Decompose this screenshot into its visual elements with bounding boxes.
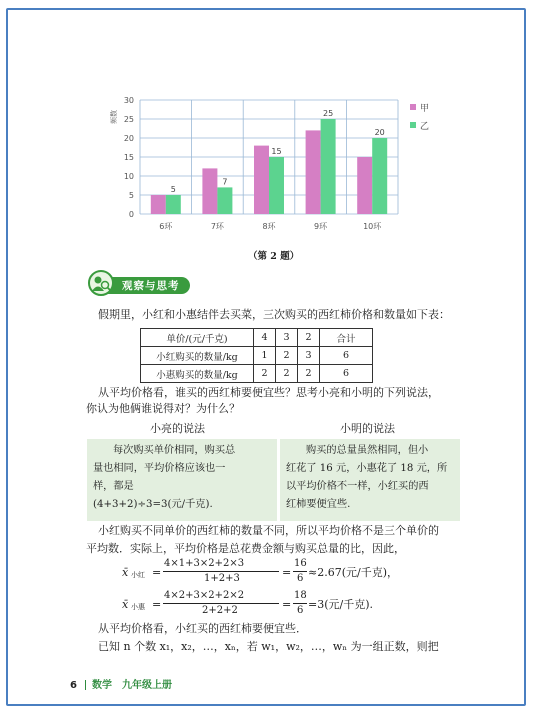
- formula-2-bar2: [293, 603, 307, 604]
- x-tick-label: 7环: [210, 222, 224, 231]
- y-tick-label: 10: [123, 172, 134, 181]
- table-cell: 3: [276, 329, 298, 347]
- bar-甲-7环: [202, 168, 217, 214]
- formula-2-eq2: =: [282, 598, 292, 611]
- definition-line: 已知 n 个数 x₁，x₂，…，xₙ，若 w₁，w₂，…，wₙ 为一组正数，则把: [98, 640, 439, 653]
- table-cell: 3: [298, 347, 320, 365]
- conclusion-text: 从平均价格看，小红买的西红柿要便宜些．: [98, 622, 307, 635]
- intro-text: 假期里，小红和小惠结伴去买菜，三次购买的西红柿价格和数量如下表：: [98, 308, 450, 321]
- data-label: 7: [222, 177, 228, 187]
- left-box-line: 每次购买单价相同，购买总: [113, 445, 236, 456]
- formula-1-eq2: =: [282, 566, 292, 579]
- table-cell: 2: [276, 365, 298, 383]
- right-box-title: 小明的说法: [340, 422, 395, 435]
- explain-line-2: 平均数．实际上，平均价格是总花费金额与购买总量的比，因此，: [86, 542, 405, 555]
- formula-1-den2: 6: [297, 573, 304, 584]
- formula-2-sub: 小惠: [131, 603, 145, 611]
- x-tick-label: 9环: [314, 222, 328, 231]
- formula-1-num2: 16: [294, 558, 307, 569]
- formula-1-tail: ≈2.67(元/千克)，: [308, 566, 398, 579]
- bar-乙-9环: [321, 119, 336, 214]
- table-cell: 单价/(元/千克): [141, 329, 254, 347]
- formula-2-tail: =3(元/千克).: [308, 598, 374, 611]
- formula-2-eq: =: [152, 598, 162, 611]
- formula-1-num: 4×1+3×2+2×3: [164, 558, 245, 569]
- section-badge: [88, 270, 192, 296]
- data-label: 15: [271, 147, 282, 156]
- table-cell: 1: [254, 347, 276, 365]
- y-tick-label: 25: [123, 115, 134, 124]
- section-badge-label: 观察与思考: [122, 280, 180, 292]
- table-cell: 小惠购买的数量/kg: [141, 365, 254, 383]
- table-row: [141, 365, 373, 383]
- bar-甲-9环: [306, 130, 321, 214]
- table-row: [141, 347, 373, 365]
- bar-乙-7环: [217, 187, 232, 214]
- right-box-line: 红柿要便宜些.: [286, 499, 351, 510]
- page-number: 6: [70, 680, 77, 691]
- page-footer: [70, 676, 172, 691]
- table-cell: 2: [276, 347, 298, 365]
- left-box-line: 量也相同，平均价格应该也一: [93, 463, 226, 474]
- price-table: [140, 328, 373, 383]
- table-header-row: [141, 329, 373, 347]
- x-tick-label: 10环: [363, 222, 382, 231]
- formula-2-num2: 18: [294, 590, 307, 601]
- formula-2-lhs: x̄: [122, 598, 129, 611]
- table-cell: 6: [320, 347, 373, 365]
- table-cell: 2: [254, 365, 276, 383]
- formula-2-num: 4×2+3×2+2×2: [164, 590, 245, 601]
- left-box-line: (4+3+2)÷3=3(元/千克).: [93, 499, 213, 510]
- table-cell: 合计: [320, 329, 373, 347]
- bar-乙-6环: [166, 195, 181, 214]
- legend-label: 甲: [420, 104, 430, 114]
- y-tick-label: 0: [128, 210, 134, 219]
- table-cell: 4: [254, 329, 276, 347]
- right-box-line: 购买的总量虽然相同，但小: [306, 445, 429, 456]
- right-box-line: 红花了 16 元，小惠花了 18 元，所: [286, 463, 448, 474]
- y-tick-label: 30: [123, 96, 134, 105]
- legend-swatch: [410, 104, 416, 110]
- magnifier-person-icon: [88, 270, 114, 296]
- data-label: 25: [323, 109, 334, 118]
- formula-1-den: 1+2+3: [204, 573, 240, 584]
- left-opinion-box: [87, 439, 277, 521]
- y-tick-label: 20: [123, 134, 134, 143]
- right-box-line: 以平均价格不一样，小红买的西: [286, 481, 429, 492]
- formula-1-eq: =: [152, 566, 162, 579]
- formula-2-den: 2+2+2: [202, 605, 238, 616]
- formula-1-lhs: x̄: [122, 566, 129, 579]
- formula-1-bar: [163, 571, 279, 572]
- data-label: 5: [170, 185, 176, 194]
- bar-甲-10环: [357, 157, 372, 214]
- left-box-title: 小亮的说法: [150, 422, 205, 435]
- bar-chart: [108, 92, 438, 242]
- data-label: 20: [374, 128, 385, 137]
- bar-乙-10环: [372, 138, 387, 214]
- footer-divider: [85, 680, 86, 690]
- book-title: 数学 九年级上册: [91, 680, 172, 691]
- x-tick-label: 8环: [262, 222, 276, 231]
- table-cell: 2: [298, 365, 320, 383]
- bar-甲-6环: [151, 195, 166, 214]
- formula-2-bar: [163, 603, 279, 604]
- formula-1-sub: 小红: [131, 571, 145, 579]
- x-tick-label: 6环: [159, 222, 173, 231]
- formula-1-bar2: [293, 571, 307, 572]
- question-line-1: 从平均价格看，谁买的西红柿要便宜些？思考小亮和小明的下列说法，: [98, 386, 439, 399]
- y-axis-label: 频数: [110, 110, 118, 124]
- bar-乙-8环: [269, 157, 284, 214]
- y-tick-label: 5: [128, 191, 134, 200]
- legend-swatch: [410, 122, 416, 128]
- legend-label: 乙: [420, 122, 430, 132]
- bar-甲-8环: [254, 146, 269, 214]
- table-cell: 小红购买的数量/kg: [141, 347, 254, 365]
- table-cell: 6: [320, 365, 373, 383]
- left-box-line: 样，都是: [93, 481, 134, 492]
- question-line-2: 你认为他俩谁说得对？为什么？: [86, 402, 240, 415]
- table-cell: 2: [298, 329, 320, 347]
- formula-2-den2: 6: [297, 605, 304, 616]
- y-tick-label: 15: [123, 153, 134, 162]
- figure-caption: （第 2 题）: [248, 251, 300, 262]
- explain-line-1: 小红购买不同单价的西红柿的数量不同，所以平均价格不是三个单价的: [98, 524, 439, 537]
- right-opinion-box: [280, 439, 460, 521]
